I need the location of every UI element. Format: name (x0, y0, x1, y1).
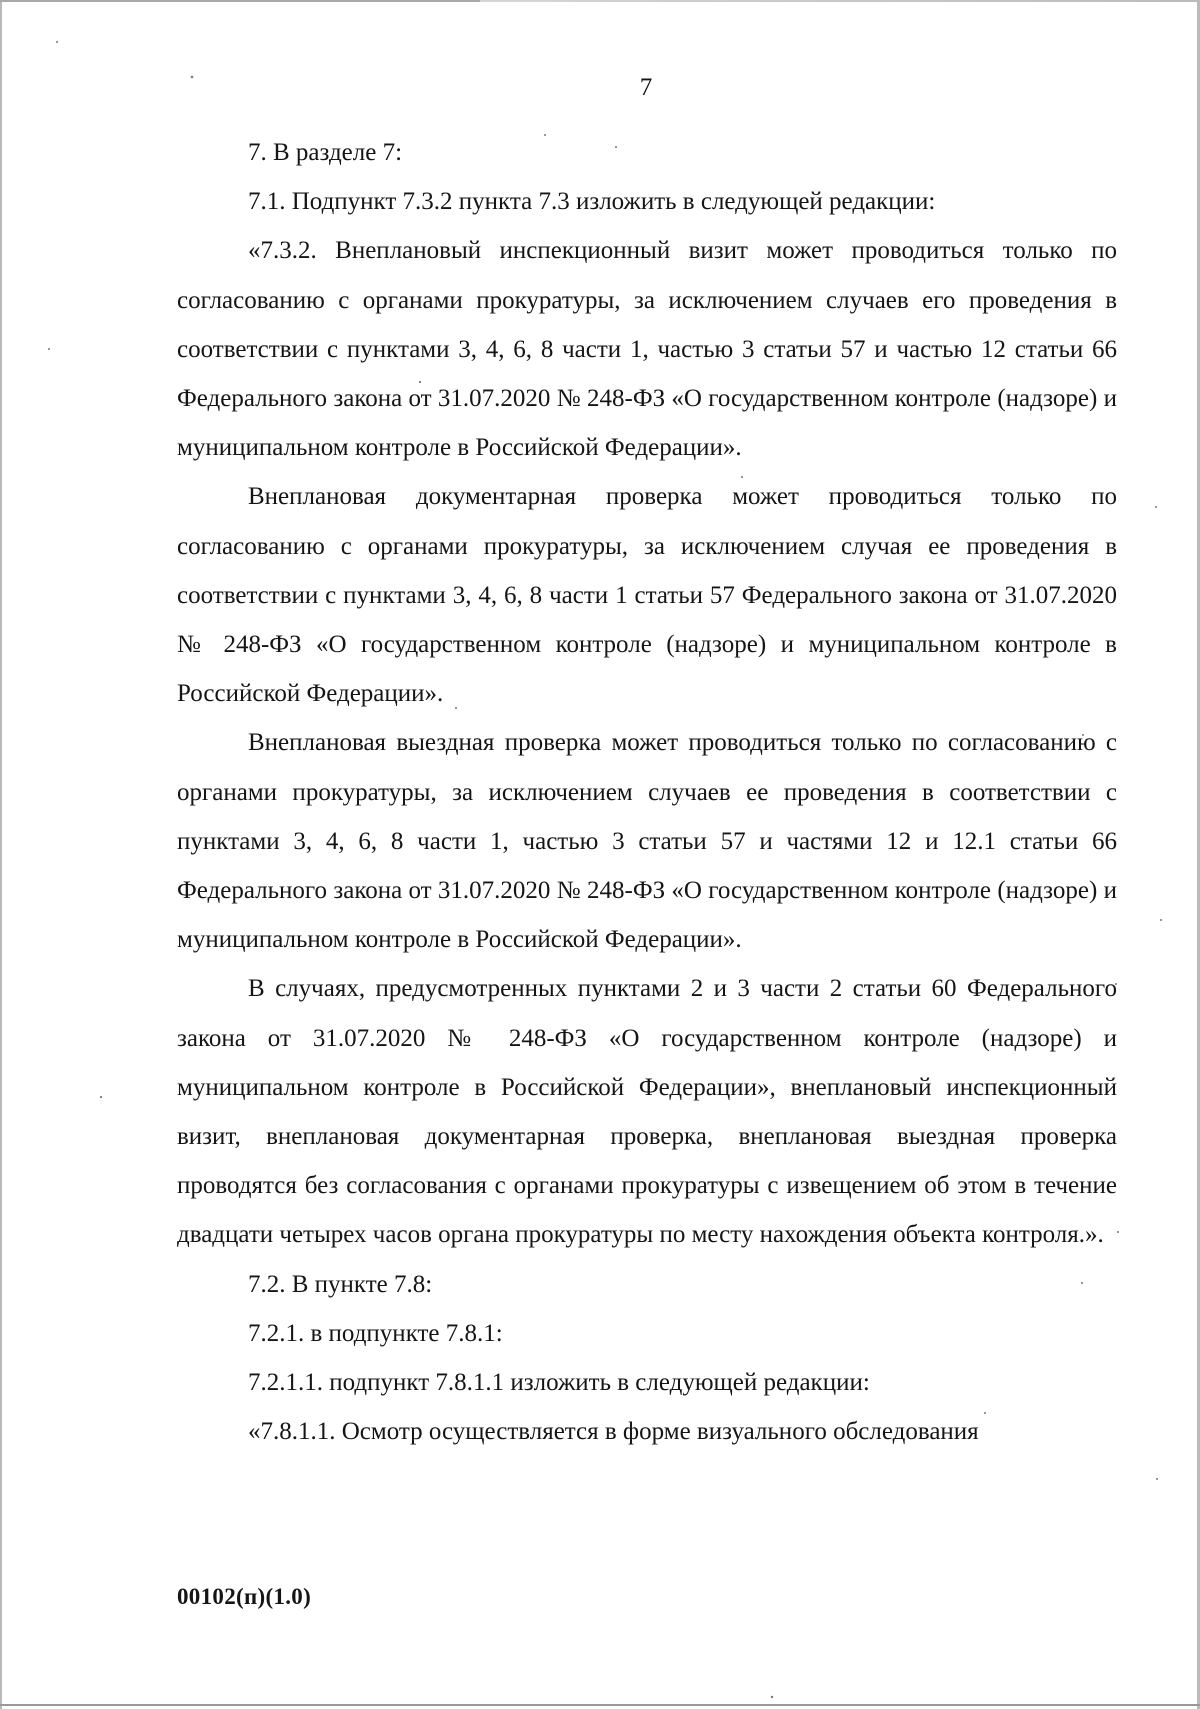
subsection-7-2: 7.2. В пункте 7.8: (248, 1270, 433, 1298)
paragraph-inspection-visit: «7.3.2. Внеплановый инспекционный визит может проводиться только по согласованию с органами прокуратуры, за исключением случаев его проведения в соответствии с пунктами 3, 4, 6, 8 части 1, частью 3 статьи 57 и частью 12 статьи 66 Федерального закона от 31.07.2020 № 248-ФЗ «О государственном контроле (надзоре) и муниципальном контроле в Российской Федерации». (177, 237, 1117, 462)
paragraph-exceptions: В случаях, предусмотренных пунктами 2 и 3 части 2 статьи 60 Федерального закона от 31.07.2020 № 248-ФЗ «О государственном контроле (надзоре) и муниципальном контроле в Российской Федерации», внеплановый инспекционный визит, внеплановая документарная проверка, внеплановая выездная проверка проводятся без согласования с органами прокуратуры с извещением об этом в течение двадцати четырех часов органа прокуратуры по месту нахождения объекта контроля.». (177, 975, 1117, 1249)
paragraph-documentary-check: Внеплановая документарная проверка может проводиться только по согласованию с органами прокуратуры, за исключением случая ее проведения в соответствии с пунктами 3, 4, 6, 8 части 1 статьи 57 Федерального закона от 31.07.2020 № 248-ФЗ «О государственном контроле (надзоре) и муниципальном контроле в Российской Федерации». (177, 483, 1117, 708)
subsection-7-2-1: 7.2.1. в подпункте 7.8.1: (248, 1319, 503, 1347)
subsection-7-1: 7.1. Подпункт 7.3.2 пункта 7.3 изложить в следующей редакции: (248, 188, 936, 216)
document-body (177, 128, 1117, 1456)
document-code: 00102(п)(1.0) (177, 1584, 312, 1609)
page-number: 7 (639, 74, 653, 101)
subsection-7-2-1-1: 7.2.1.1. подпункт 7.8.1.1 изложить в следующей редакции: (248, 1369, 870, 1397)
section-heading: 7. В разделе 7: (248, 139, 403, 166)
paragraph-field-check: Внеплановая выездная проверка может проводиться только по согласованию с органами прокуратуры, за исключением случаев ее проведения в соответствии с пунктами 3, 4, 6, 8 части 1, частью 3 статьи 57 и частями 12 и 12.1 статьи 66 Федерального закона от 31.07.2020 № 248-ФЗ «О государственном контроле (надзоре) и муниципальном контроле в Российской Федерации». (177, 729, 1117, 954)
paragraph-inspection-form: «7.8.1.1. Осмотр осуществляется в форме визуального обследования (248, 1418, 979, 1446)
